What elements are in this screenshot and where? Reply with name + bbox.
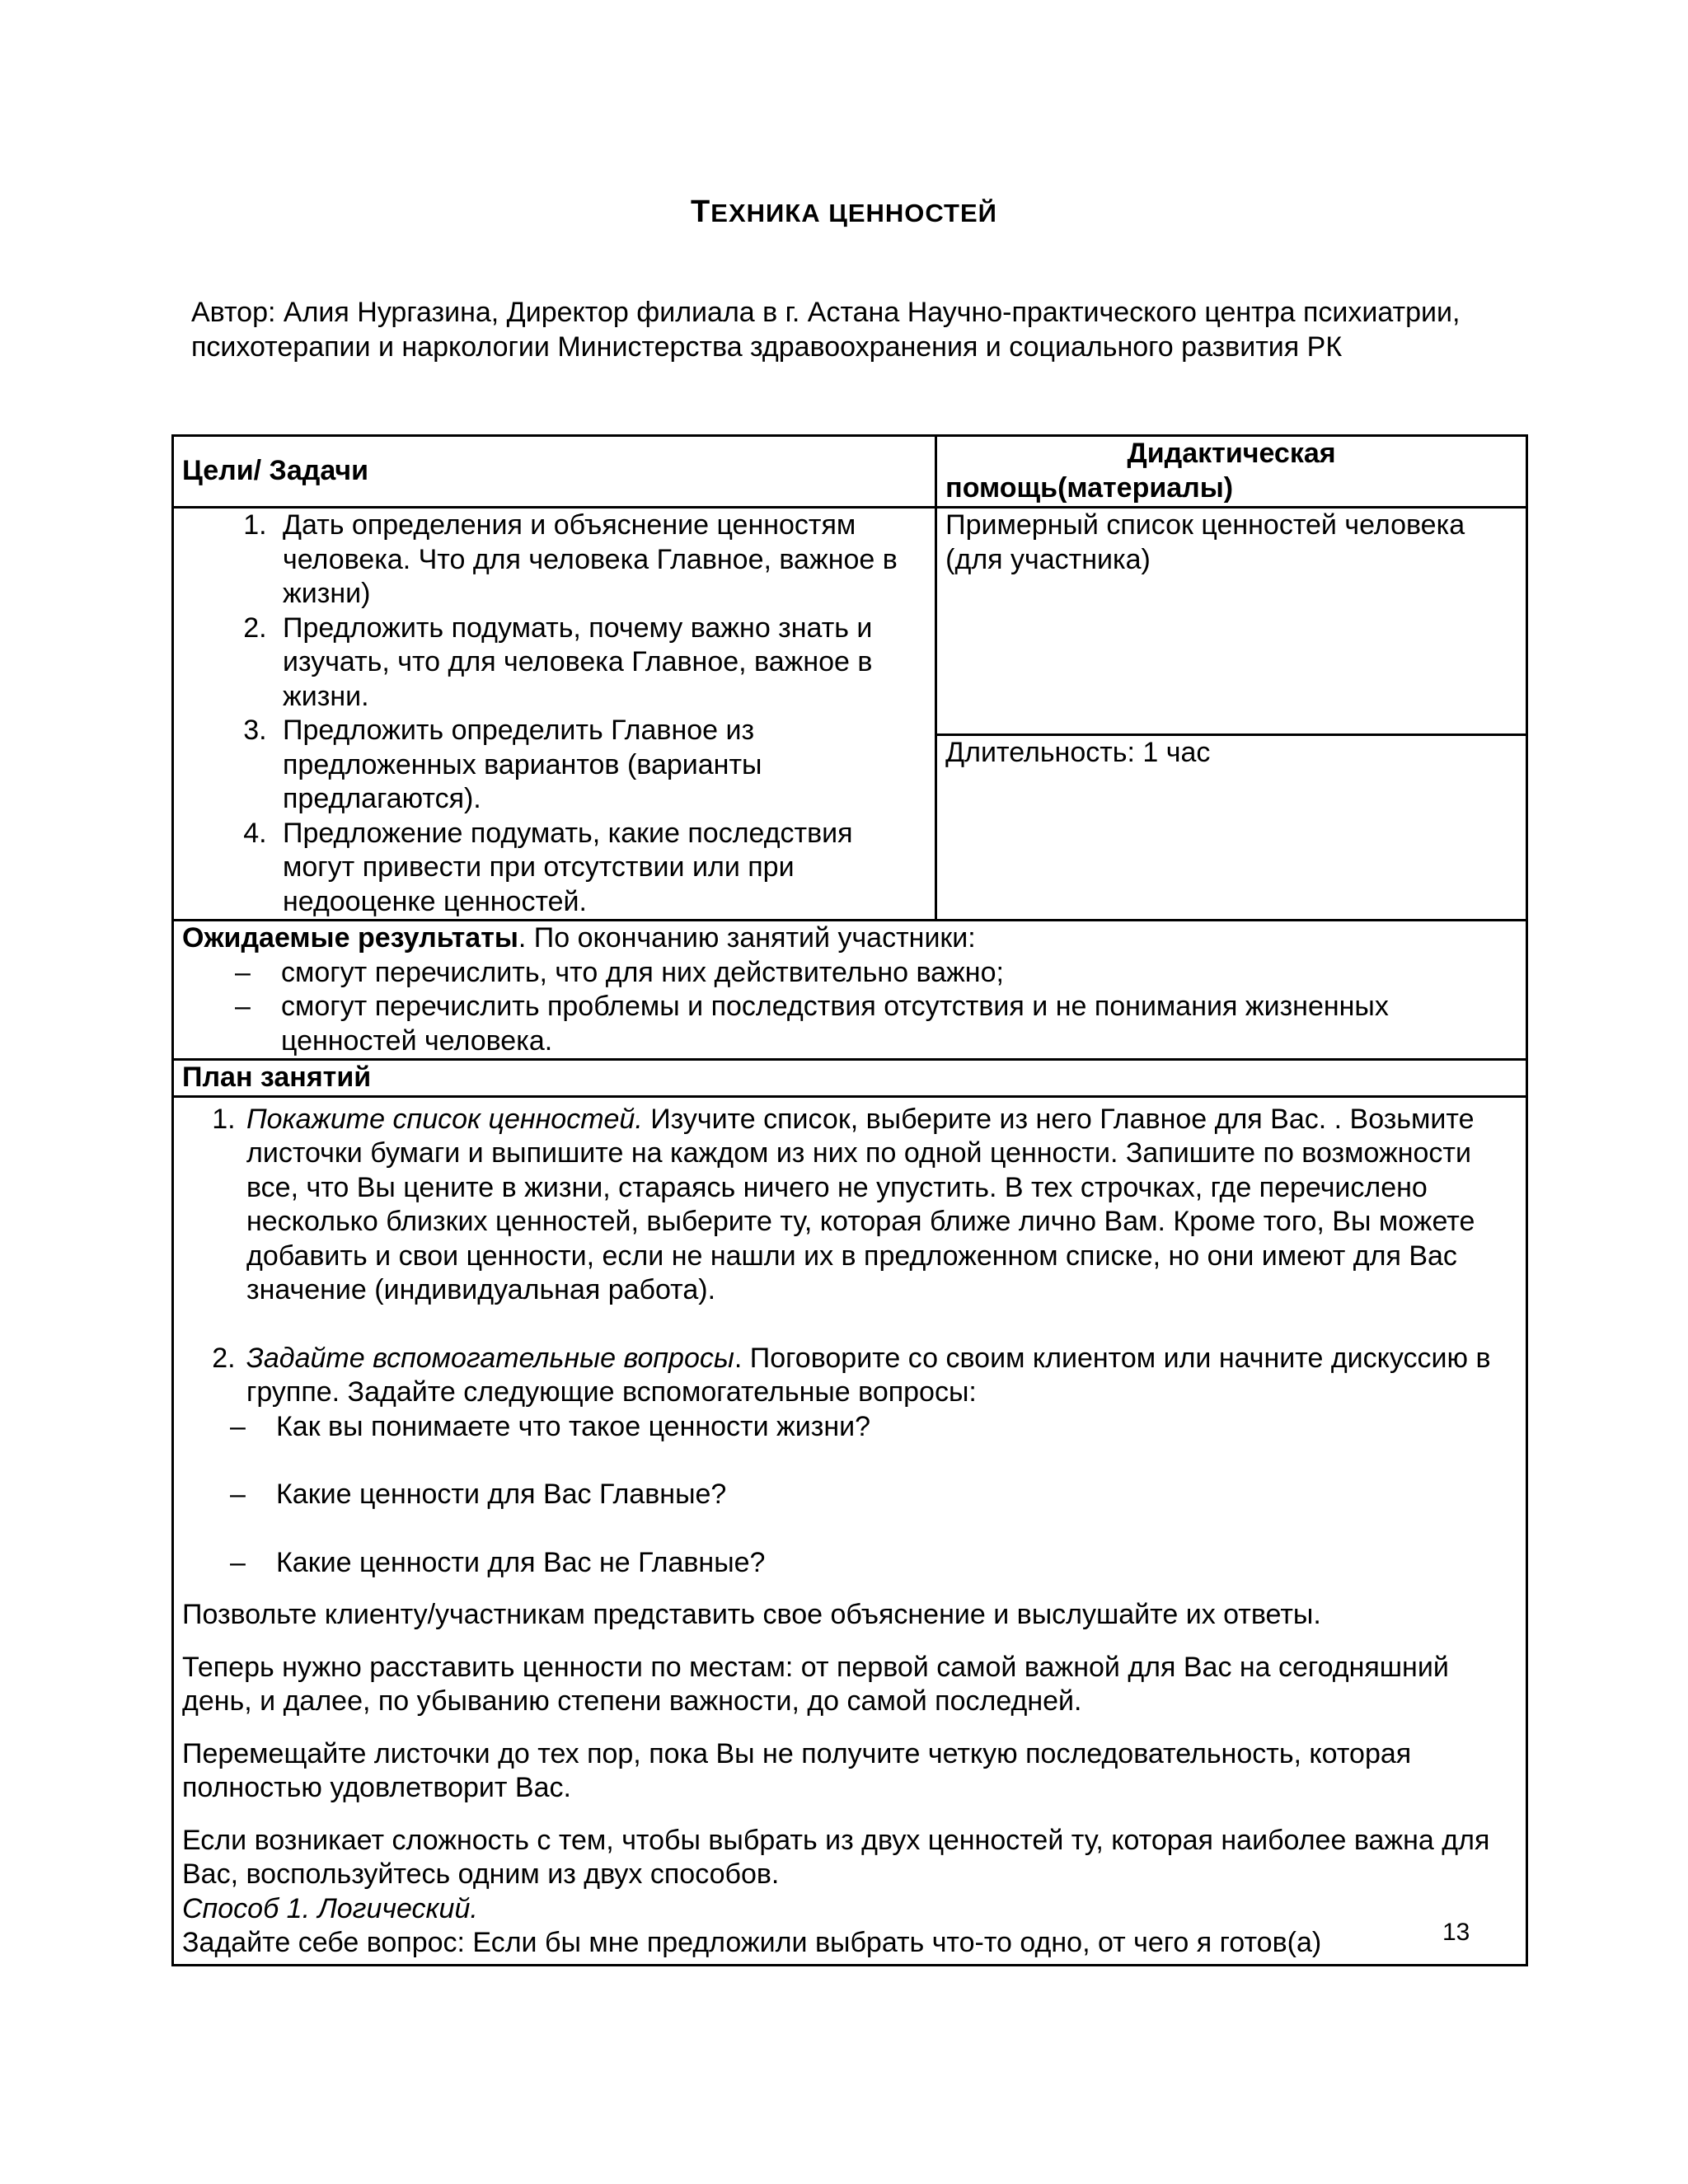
plan-steps [182,1103,1517,1581]
materials-cell: Примерный список ценностей человека (для участника) [936,508,1527,735]
goal-item: 1. Дать определения и объяснение ценностям человека. Что для человека Главное, важное в жизни) [274,509,926,612]
result-item: – смогут перечислить, что для них действительно важно; [182,956,1517,991]
duration-cell: Длительность: 1 час [936,734,1527,920]
paragraph: Если возникает сложность с тем, чтобы выбрать из двух ценностей ту, которая наиболее важна для Вас, воспользуйтесь одним из двух способов. [182,1824,1490,1890]
paragraph: Теперь нужно расставить ценности по местам: от первой самой важной для Вас на сегодняшний день, и далее, по убыванию степени важности, до самой последней. [182,1651,1449,1717]
question-item: – Как вы понимаете что такое ценности жизни? [182,1410,1517,1445]
goal-item: 2. Предложить подумать, почему важно знать и изучать, что для человека Главное, важное в жизни. [274,612,926,715]
paragraph: Задайте себе вопрос: Если бы мне предложили выбрать что-то одно, от чего я готов(а) [182,1927,1322,1958]
author-line: Автор: Алия Нургазина, Директор филиала в г. Астана Научно-практического центра психиатрии, психотерапии и наркологии Министерства здравоохранения и социального развития РК [191,297,1461,363]
plan-step: 1. Покажите список ценностей. Изучите список, выберите из него Главное для Вас. . Возьмите листочки бумаги и выпишите на каждом из них по одной ценности. Запишите по возможности все, что Вы цените в жизни, стараясь ничего не упустить. В тех строчках, где перечислено несколько близких ценностей, выберите ту, которая ближе лично Вам. Кроме того, Вы можете добавить и свои ценности, если не нашли их в предложенном списке, но они имеют для Вас значение (индивидуальная работа). [243,1103,1517,1308]
page-title: ТЕХНИКА ЦЕННОСТЕЙ [691,194,997,229]
header-materials: Дидактическая помощь(материалы) [936,436,1527,508]
question-item: – Какие ценности для Вас Главные? [182,1478,1517,1512]
paragraph: Позвольте клиенту/участникам представить свое объяснение и выслушайте их ответы. [182,1599,1321,1630]
plan-header: План занятий [173,1060,1527,1097]
result-item: – смогут перечислить проблемы и последствия отсутствия и не понимания жизненных ценностей человека. [182,990,1517,1058]
goals-list [182,509,926,919]
page-number: 13 [1442,1919,1470,1946]
results-label: Ожидаемые результаты [182,922,518,954]
lesson-table [171,434,1528,1966]
goal-item: 3. Предложить определить Главное из предложенных вариантов (варианты предлагаются). [274,714,926,817]
paragraph: Перемещайте листочки до тех пор, пока Вы не получите четкую последовательность, которая полностью удовлетворит Вас. [182,1737,1412,1803]
plan-body [173,1096,1527,1965]
questions-list [182,1410,1517,1581]
results-cell: Ожидаемые результаты. По окончанию занятий участники: – смогут перечислить, что для них действительно важно; – смогут перечислить проблемы и последствия отсутствия и не понимания жизненных ценностей человека. [173,921,1527,1060]
method-heading: Способ 1. Логический. [182,1892,478,1924]
goals-cell [173,508,936,921]
plan-step: 2. Задайте вспомогательные вопросы. Поговорите со своим клиентом или начните дискуссию в группе. Задайте следующие вспомогательные вопросы: – Как вы понимаете что такое ценности жизни? – Какие ценности для Вас Главные? – Какие ценности для Вас не Главные? [243,1342,1517,1581]
question-item: – Какие ценности для Вас не Главные? [182,1546,1517,1581]
goal-item: 4. Предложение подумать, какие последствия могут привести при отсутствии или при недооценке ценностей. [274,817,926,920]
header-goals: Цели/ Задачи [173,436,936,508]
results-list [182,956,1517,1059]
